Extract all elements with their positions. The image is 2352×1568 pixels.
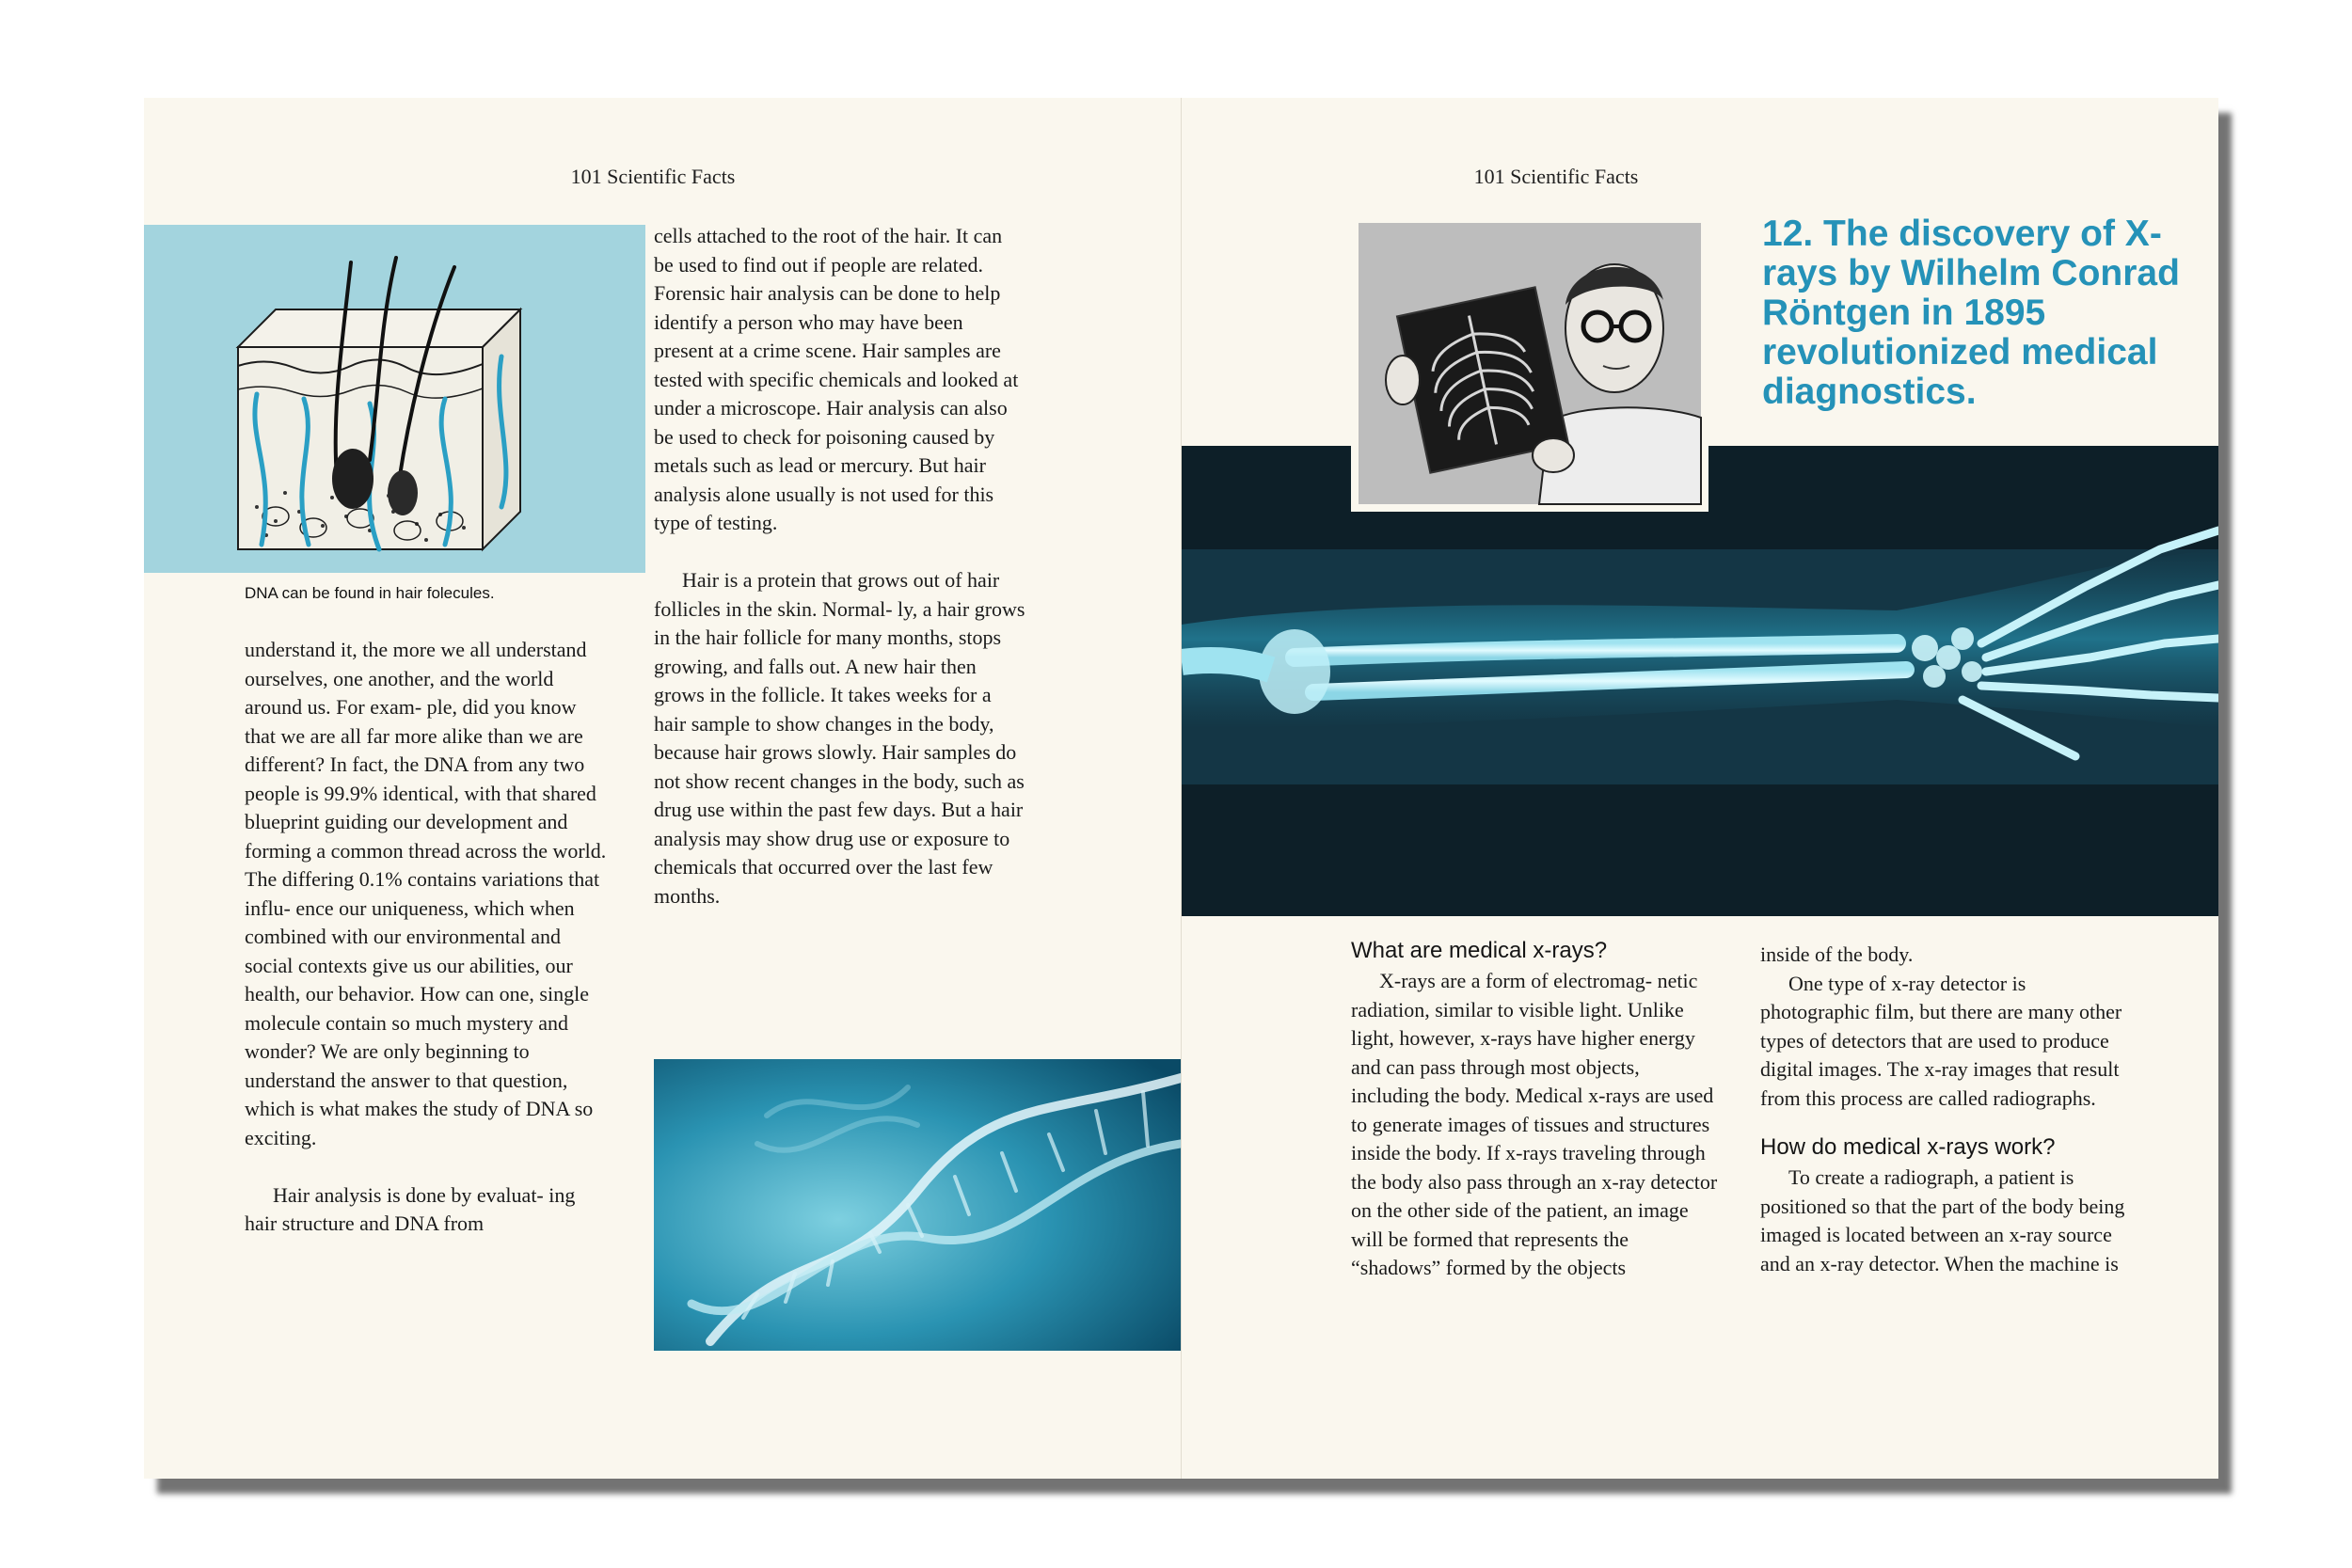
running-head-left: 101 Scientific Facts [570, 165, 736, 188]
subhead-what-are-xrays: What are medical x-rays? [1351, 938, 1608, 963]
subhead-how-xrays-work: How do medical x-rays work? [1760, 1134, 2056, 1160]
scientist-drawing [1351, 215, 1708, 512]
fact-heading: 12. The discovery of X-rays by Wilhelm Conrad Röntgen in 1895 revolutionized medical diagnostics. [1762, 214, 2180, 412]
left-page [144, 98, 1182, 1479]
skin-cross-section-drawing [144, 225, 645, 573]
left-column-2 [654, 222, 1025, 911]
running-head-right: 101 Scientific Facts [1473, 165, 1639, 188]
paragraph: To create a radiograph, a patient is positioned so that the part of the body being imaged is located between an x-ray source and an x-ray detector. When the machine is [1760, 1165, 2125, 1275]
right-column-1 [1351, 935, 1718, 1283]
figure-caption: DNA can be found in hair folecules. [245, 584, 495, 602]
scientist-xray-illustration [1351, 215, 1708, 512]
dna-helix-photo [654, 1059, 1181, 1351]
book-spread [144, 98, 2218, 1479]
hair-follicle-illustration [144, 225, 645, 573]
xray-arm-drawing [1182, 446, 2218, 916]
right-page [1182, 98, 2218, 1479]
paragraph: One type of x-ray detector is photographic film, but there are many other types of detectors that are used to produce digital images. The x-ray images that result from this process are called radiographs. [1760, 971, 2122, 1110]
left-column-1 [245, 636, 607, 1239]
paragraph: cells attached to the root of the hair. It can be used to find out if people are related. Forensic hair analysis can be done to help identify a person who may have been present at a crime scene. Hair samples are tested with specific chemicals and looked at under a microscope. Hair analysis can also be used to check for poisoning caused by metals such as lead or mercury. But hair analysis alone usually is not used for this type of testing. [654, 224, 1019, 534]
dna-helix-image [654, 1059, 1181, 1351]
paragraph: inside of the body. [1760, 942, 1914, 966]
paragraph: understand it, the more we all understand ourselves, one another, and the world around us. For exam- ple, did you know that we are all far more alike than we are different? In fact, the DNA from any two people is 99.9% identical, with that shared blueprint guiding our development and forming a common thread across the world. The differing 0.1% contains variations that influ- ence our uniqueness, which when combined with our environmental and social contexts give us our abilities, our health, our behavior. How can one, single molecule contain so much mystery and wonder? We are only beginning to understand the answer to that question, which is what makes the study of DNA so exciting. [245, 638, 607, 1149]
arm-xray-image [1182, 446, 2218, 916]
paragraph: Hair analysis is done by evaluat- ing hair structure and DNA from [245, 1182, 576, 1235]
paragraph: X-rays are a form of electromag- netic radiation, similar to visible light. Unlike light, however, x-rays have higher energy and can pass through most objects, including the body. Medical x-rays are used to generate images of tissues and structures inside the body. If x-rays traveling through the body also pass through an x-ray detector on the other side of the patient, an image will be formed that represents the “shadows” formed by the objects [1351, 969, 1718, 1279]
paragraph: Hair is a protein that grows out of hair follicles in the skin. Normal- ly, a hair grows in the hair follicle for many months, stops growing, and falls out. A new hair then grows in the follicle. It takes weeks for a hair sample to show changes in the body, because hair grows slowly. Hair samples do not show recent changes in the body, such as drug use within the past few days. But a hair analysis may show drug use or exposure to chemicals that occurred over the last few months. [654, 568, 1025, 908]
right-column-2 [1760, 941, 2137, 1278]
